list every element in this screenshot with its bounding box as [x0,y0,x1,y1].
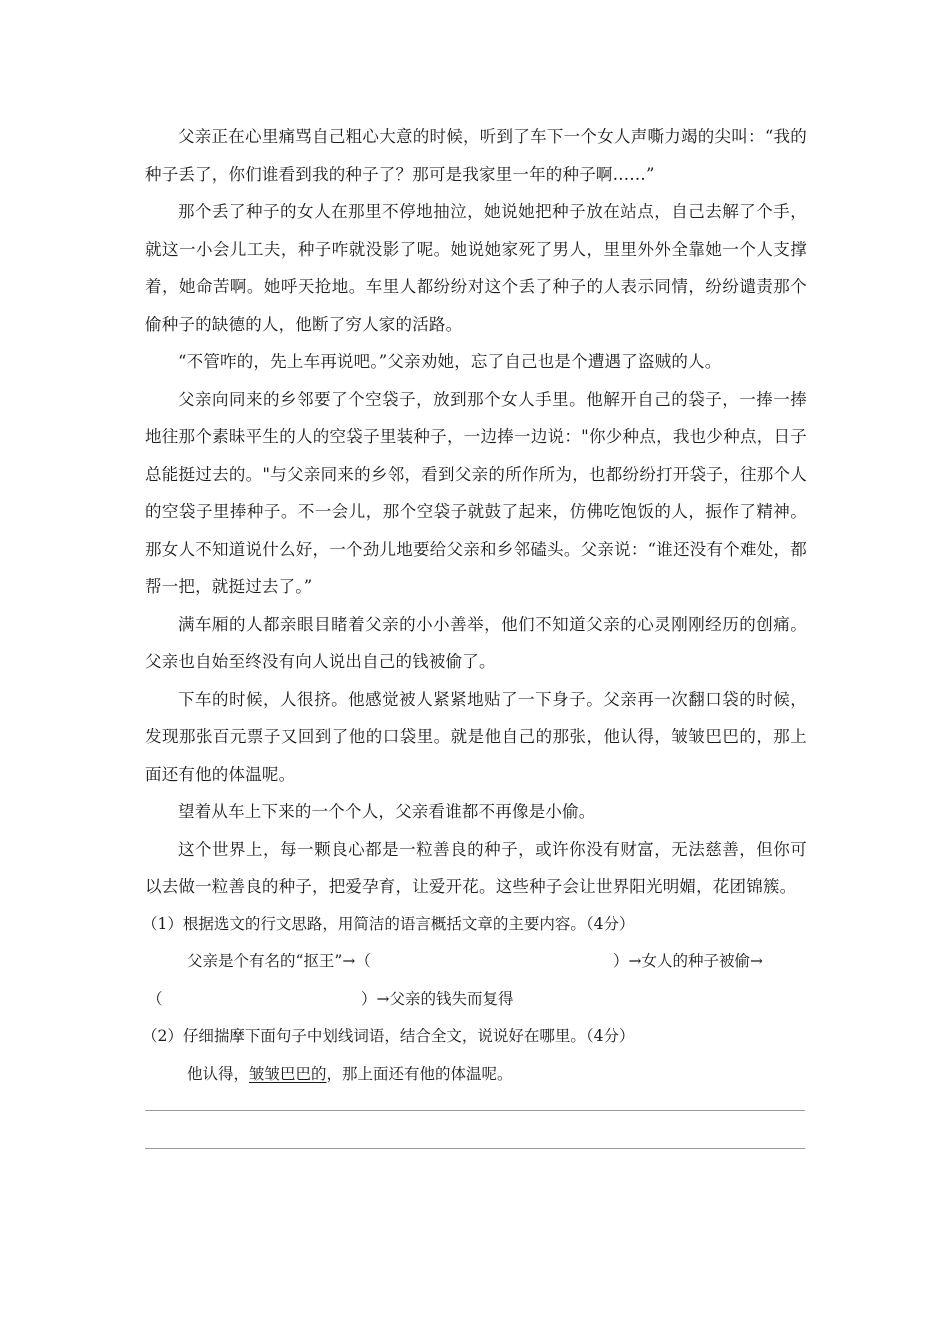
q1-line1-end: ）→女人的种子被偷→ [613,952,763,970]
question-1-prompt: （1）根据选文的行文思路，用简洁的语言概括文章的主要内容。（4分） [142,914,635,933]
question-1-answer-line-2 [145,981,807,1019]
paragraph-1: 父亲正在心里痛骂自己粗心大意的时候，听到了车下一个女人声嘶力竭的尖叫：“我的种子丢了，你们谁看到我的种子了？那可是我家里一年的种子啊……” [145,127,807,184]
paragraph-2: 那个丢了种子的女人在那里不停地抽泣，她说她把种子放在站点，自己去解了个手，就这一小会儿工夫，种子咋就没影了呢。她说她家死了男人，里里外外全靠她一个人支撑着，她命苦啊。她呼天抢地。车里人都纷纷对这个丢了种子的人表示同情，纷纷谴责那个偷种子的缺德的人，他断了穷人家的活路。 [145,202,807,334]
paragraph-4: 父亲向同来的乡邻要了个空袋子，放到那个女人手里。他解开自己的袋子，一捧一捧地往那个素昧平生的人的空袋子里装种子，一边捧一边说："你少种点，我也少种点，日子总能挺过去的。"与父亲同来的乡邻，看到父亲的所作所为，也都纷纷打开袋子，往那个人的空袋子里捧种子。不一会儿，那个空袋子就鼓了起来，仿佛吃饱饭的人，振作了精神。那女人不知道说什么好，一个劲儿地要给父亲和乡邻磕头。父亲说：“谁还没有个难处，都帮一把，就挺过去了。” [145,389,807,596]
q1-line2-end: ）→父亲的钱失而复得 [361,989,514,1008]
underlined-phrase: 皱皱巴巴的 [249,1064,327,1083]
question-2-sentence [187,1056,807,1094]
paragraph-6: 下车的时候，人很挤。他感觉被人紧紧地贴了一下身子。父亲再一次翻口袋的时候，发现那张百元票子又回到了他的口袋里。就是他自己的那张，他认得，皱皱巴巴的，那上面还有他的体温呢。 [145,689,807,784]
paragraph-5: 满车厢的人都亲眼目睹着父亲的小小善举，他们不知道父亲的心灵刚刚经历的创痛。父亲也自始至终没有向人说出自己的钱被偷了。 [145,614,807,671]
document-body [142,118,807,1093]
answer-write-line-2[interactable] [145,1148,805,1149]
paragraph-3: “不管咋的，先上车再说吧。”父亲劝她，忘了自己也是个遭遇了盗贼的人。 [178,352,722,371]
q1-line1-start: 父亲是个有名的“抠王”→（ [187,952,371,970]
question-1-answer-line-1 [145,943,807,981]
paragraph-8: 这个世界上，每一颗良心都是一粒善良的种子，或许你没有财富，无法慈善，但你可以去做一粒善良的种子，把爱孕育，让爱开花。这些种子会让世界阳光明媚，花团锦簇。 [145,839,807,896]
paragraph-7: 望着从车上下来的一个个人，父亲看谁都不再像是小偷。 [178,802,596,821]
q1-line2-start: （ [147,989,163,1008]
answer-write-line-1[interactable] [145,1110,805,1111]
question-2-prompt: （2）仔细揣摩下面句子中划线词语，结合全文，说说好在哪里。（4分） [142,1027,635,1045]
sentence-pre: 他认得， [187,1064,250,1083]
sentence-post: ，那上面还有他的体温呢。 [326,1064,513,1083]
